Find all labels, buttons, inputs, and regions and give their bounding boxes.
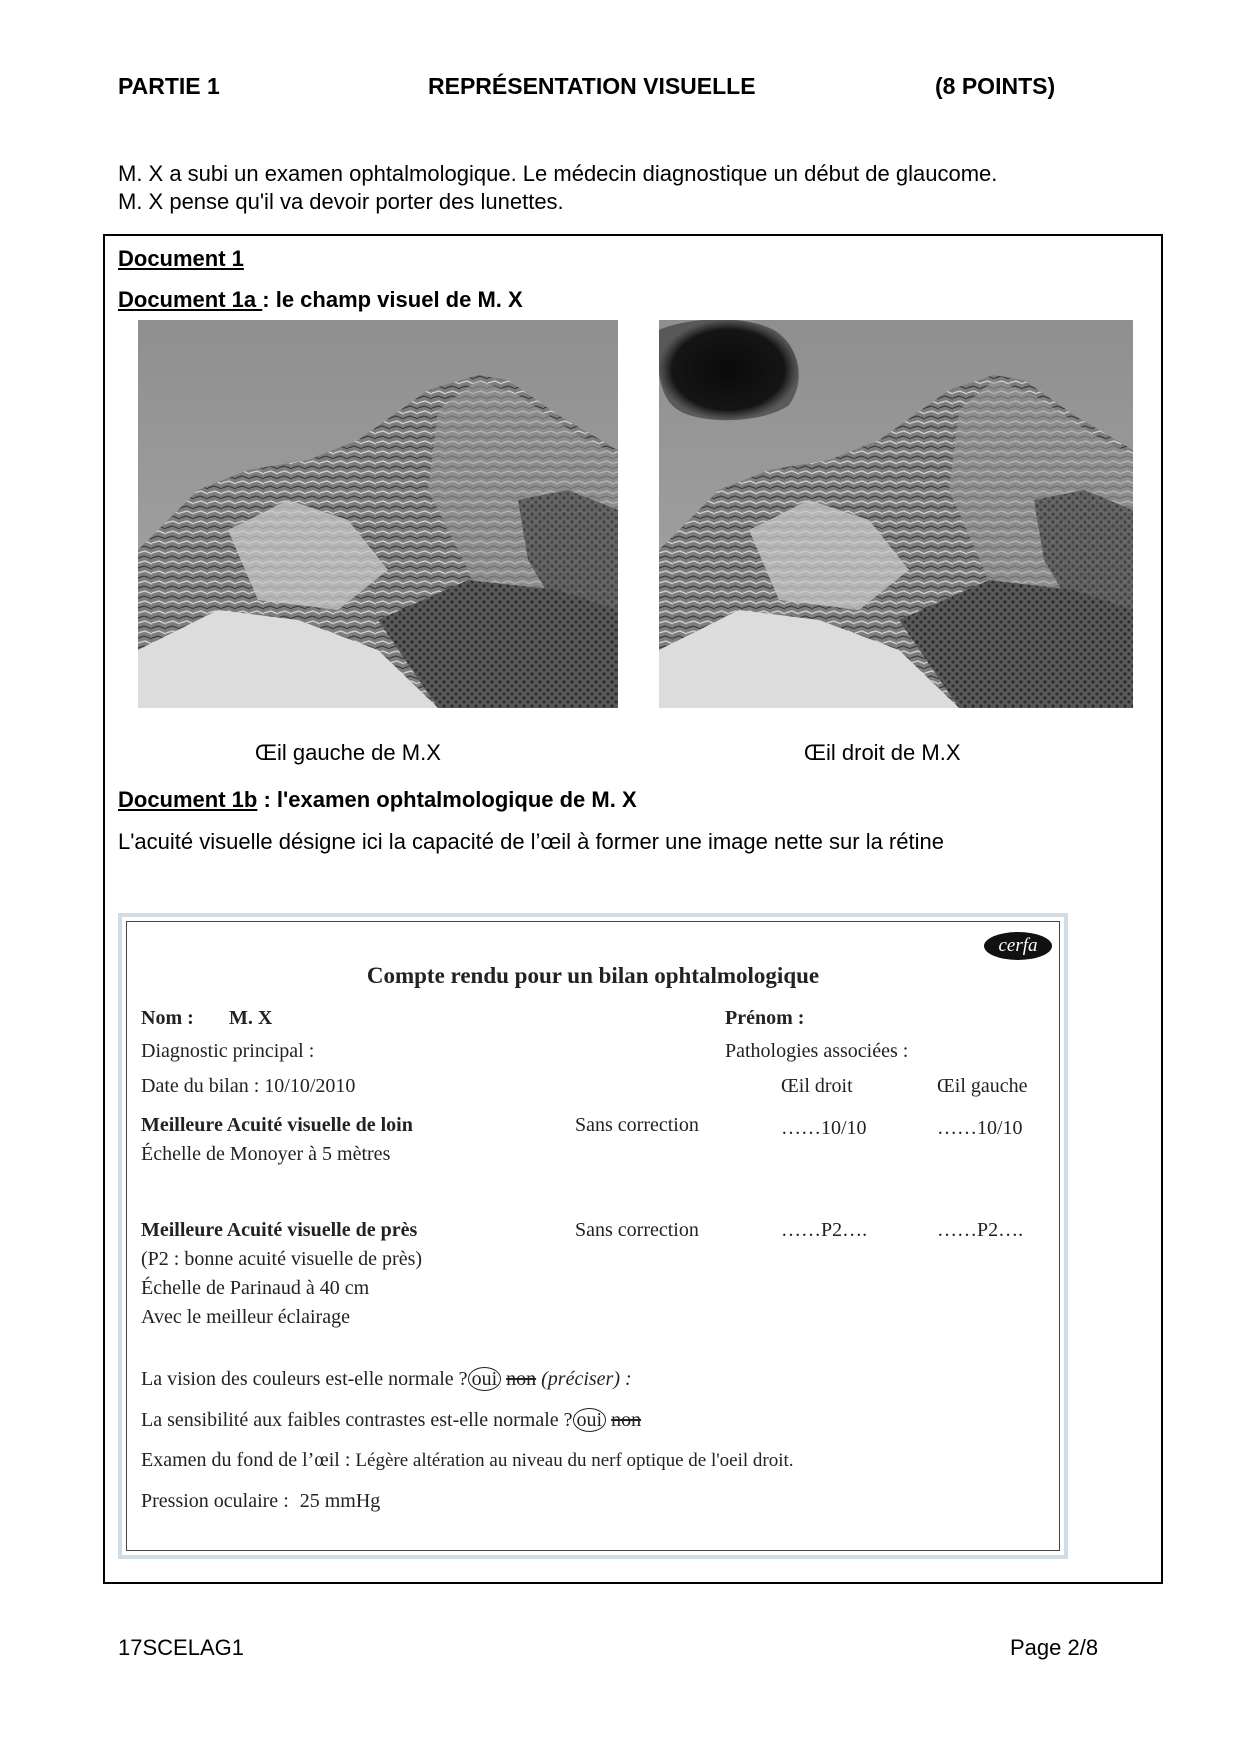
color-vision-precise: (préciser) : <box>541 1368 632 1390</box>
contrast-question: La sensibilité aux faibles contrastes est-elle normale ? <box>141 1409 573 1431</box>
contrast-no-struck: non <box>611 1409 642 1431</box>
pressure-value: 25 mmHg <box>299 1490 381 1512</box>
near-acuity-lighting: Avec le meilleur éclairage <box>141 1306 350 1328</box>
right-eye-column: Œil droit <box>781 1075 853 1097</box>
fundus-value: Légère altération au niveau du nerf optique de l'oeil droit. <box>355 1450 794 1471</box>
document-1a-label: Document 1a <box>118 287 263 312</box>
color-vision-yes-circled: oui <box>468 1367 502 1391</box>
cerfa-logo: cerfa <box>984 932 1052 960</box>
pathologies-label: Pathologies associées : <box>725 1040 909 1062</box>
left-eye-column: Œil gauche <box>937 1075 1028 1097</box>
contrast-row <box>141 1409 641 1432</box>
intro-line-1: M. X a subi un examen ophtalmologique. Le médecin diagnostique un début de glaucome. <box>118 161 998 186</box>
left-eye-mountain-photo <box>138 320 618 708</box>
near-acuity-left-eye: ……P2…. <box>937 1219 1024 1241</box>
color-vision-row <box>141 1368 632 1391</box>
document-1b-description: L'acuité visuelle désigne ici la capacité de l’œil à former une image nette sur la rétine <box>118 829 944 854</box>
right-eye-mountain-photo <box>659 320 1133 708</box>
section-points: (8 POINTS) <box>935 73 1056 99</box>
report-title: Compte rendu pour un bilan ophtalmologique <box>366 963 820 988</box>
near-acuity-correction: Sans correction <box>575 1219 699 1241</box>
nom-label: Nom : <box>141 1007 194 1029</box>
date-label: Date du bilan : 10/10/2010 <box>141 1075 356 1097</box>
document-1a-subtitle: : le champ visuel de M. X <box>262 287 523 312</box>
far-acuity-right-eye: ……10/10 <box>781 1117 867 1139</box>
document-1a-heading <box>118 287 523 313</box>
footer-code: 17SCELAG1 <box>118 1635 244 1660</box>
footer-page-number: Page 2/8 <box>1010 1635 1099 1660</box>
section-label: PARTIE 1 <box>118 73 220 99</box>
color-vision-question: La vision des couleurs est-elle normale ? <box>141 1368 468 1390</box>
document-1b-label: Document 1b <box>118 787 258 812</box>
section-title: REPRÉSENTATION VISUELLE <box>428 73 756 99</box>
far-acuity-title: Meilleure Acuité visuelle de loin <box>141 1114 413 1136</box>
near-acuity-title: Meilleure Acuité visuelle de près <box>141 1219 418 1241</box>
intro-line-2: M. X pense qu'il va devoir porter des lunettes. <box>118 189 564 214</box>
prenom-label: Prénom : <box>725 1007 805 1029</box>
far-acuity-left-eye: ……10/10 <box>937 1117 1023 1139</box>
near-acuity-scale: Échelle de Parinaud à 40 cm <box>141 1277 370 1299</box>
pressure-label: Pression oculaire : <box>141 1490 289 1512</box>
fundus-row <box>141 1449 794 1472</box>
color-vision-no-struck: non <box>506 1368 537 1390</box>
fundus-label: Examen du fond de l’œil : <box>141 1449 351 1471</box>
near-acuity-right-eye: ……P2…. <box>781 1219 868 1241</box>
left-eye-caption: Œil gauche de M.X <box>255 740 441 765</box>
document-1-title: Document 1 <box>118 246 244 271</box>
right-eye-caption: Œil droit de M.X <box>804 740 961 765</box>
nom-value: M. X <box>229 1007 273 1029</box>
far-acuity-correction: Sans correction <box>575 1114 699 1136</box>
contrast-yes-circled: oui <box>573 1408 607 1432</box>
document-1b-heading <box>118 787 637 813</box>
document-1b-subtitle: : l'examen ophtalmologique de M. X <box>257 787 637 812</box>
far-acuity-scale: Échelle de Monoyer à 5 mètres <box>141 1143 391 1165</box>
near-acuity-note: (P2 : bonne acuité visuelle de près) <box>141 1248 423 1270</box>
diagnostic-label: Diagnostic principal : <box>141 1040 315 1062</box>
pressure-row <box>141 1490 380 1513</box>
ophthalmology-report-form <box>118 913 1068 1559</box>
